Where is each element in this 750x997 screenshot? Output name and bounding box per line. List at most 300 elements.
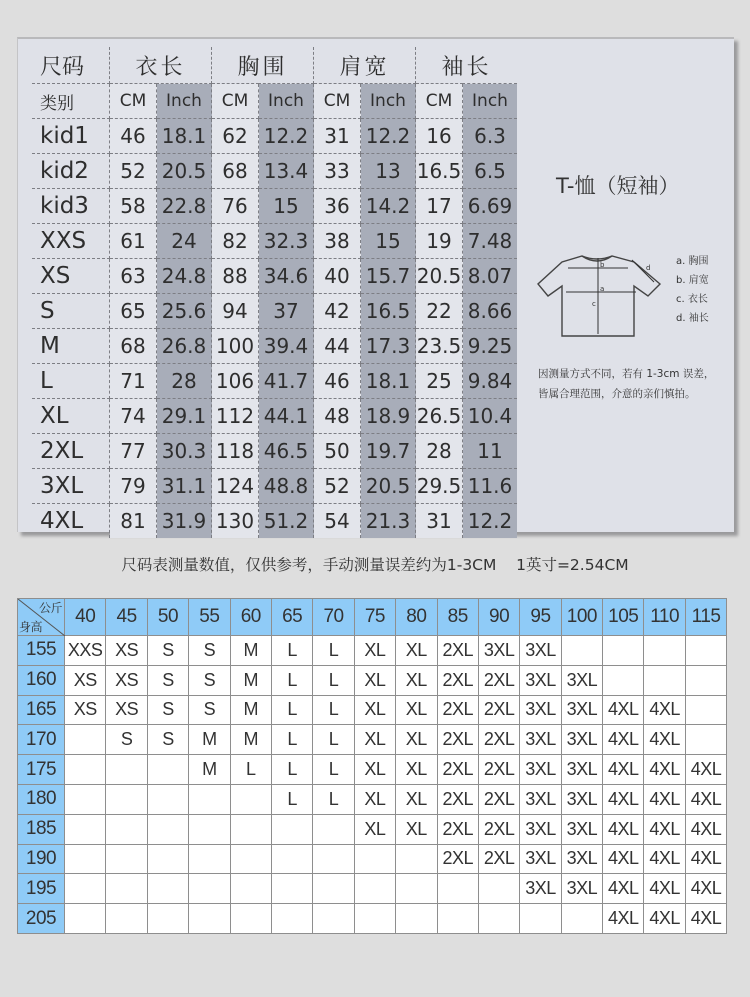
fit-size-cell bbox=[65, 844, 106, 874]
fit-size-cell: L bbox=[313, 755, 354, 785]
fit-size-cell: 4XL bbox=[685, 874, 726, 904]
fit-size-cell bbox=[271, 874, 312, 904]
fit-size-cell: XL bbox=[396, 725, 437, 755]
measurement-cell: 79 bbox=[110, 469, 157, 504]
fit-size-cell: M bbox=[230, 665, 271, 695]
size-row bbox=[32, 399, 517, 434]
fit-size-cell: XL bbox=[396, 636, 437, 666]
measurement-cell: 38 bbox=[314, 224, 361, 259]
unit-header: Inch bbox=[463, 84, 518, 119]
size-row bbox=[32, 154, 517, 189]
height-row bbox=[18, 755, 727, 785]
fit-size-cell bbox=[106, 814, 147, 844]
measurement-cell: 16.5 bbox=[416, 154, 463, 189]
fit-size-cell: 3XL bbox=[520, 755, 561, 785]
measurement-cell: 106 bbox=[212, 364, 259, 399]
height-label: 180 bbox=[18, 784, 65, 814]
fit-size-cell bbox=[478, 874, 519, 904]
fit-size-cell: 3XL bbox=[561, 755, 602, 785]
measurement-cell: 15 bbox=[361, 224, 416, 259]
measurement-cell: 112 bbox=[212, 399, 259, 434]
measurement-cell: 44 bbox=[314, 329, 361, 364]
measurement-cell: 40 bbox=[314, 259, 361, 294]
fit-size-cell: 3XL bbox=[520, 665, 561, 695]
measurement-cell: 12.2 bbox=[259, 119, 314, 154]
measurement-cell: 52 bbox=[110, 154, 157, 189]
size-header-label: 尺码 bbox=[32, 47, 110, 84]
fit-size-cell: XL bbox=[354, 814, 395, 844]
fit-size-cell bbox=[685, 695, 726, 725]
weight-header-cell: 110 bbox=[644, 599, 685, 636]
fit-size-cell: XS bbox=[106, 665, 147, 695]
fit-size-cell bbox=[644, 665, 685, 695]
height-row bbox=[18, 814, 727, 844]
height-row bbox=[18, 636, 727, 666]
fit-size-cell: 3XL bbox=[520, 844, 561, 874]
fit-size-cell: 3XL bbox=[561, 725, 602, 755]
measurement-cell: 12.2 bbox=[463, 504, 518, 539]
measurement-cell: 19 bbox=[416, 224, 463, 259]
garment-title: T-恤（短袖） bbox=[556, 174, 680, 198]
fit-size-cell bbox=[603, 665, 644, 695]
measurement-cell: 29.5 bbox=[416, 469, 463, 504]
measurement-note bbox=[538, 364, 714, 404]
fit-size-cell: XS bbox=[106, 695, 147, 725]
measurement-cell: 9.25 bbox=[463, 329, 518, 364]
measurement-cell: 94 bbox=[212, 294, 259, 329]
measurement-cell: 48 bbox=[314, 399, 361, 434]
unit-header: CM bbox=[314, 84, 361, 119]
fit-size-cell bbox=[106, 784, 147, 814]
measurement-cell: 52 bbox=[314, 469, 361, 504]
measurement-cell: 20.5 bbox=[416, 259, 463, 294]
fit-size-cell: M bbox=[230, 695, 271, 725]
measurement-cell: 29.1 bbox=[157, 399, 212, 434]
fit-size-cell bbox=[437, 874, 478, 904]
fit-size-cell: 2XL bbox=[478, 814, 519, 844]
fit-size-cell: XS bbox=[65, 695, 106, 725]
fit-size-cell bbox=[189, 844, 230, 874]
measurement-cell: 24.8 bbox=[157, 259, 212, 294]
fit-size-cell: 2XL bbox=[437, 636, 478, 666]
fit-size-cell: XS bbox=[106, 636, 147, 666]
fit-size-cell: XS bbox=[65, 665, 106, 695]
measurement-cell: 23.5 bbox=[416, 329, 463, 364]
weight-header-cell: 95 bbox=[520, 599, 561, 636]
fit-size-cell bbox=[685, 725, 726, 755]
fit-size-cell bbox=[230, 904, 271, 934]
fit-size-cell: 4XL bbox=[644, 844, 685, 874]
measurement-cell: 74 bbox=[110, 399, 157, 434]
fit-size-cell: 4XL bbox=[603, 755, 644, 785]
fit-size-cell: XXS bbox=[65, 636, 106, 666]
group-header-shoulder: 肩宽 bbox=[314, 47, 416, 84]
measurement-cell: 88 bbox=[212, 259, 259, 294]
weight-header-cell: 50 bbox=[147, 599, 188, 636]
weight-header-cell: 100 bbox=[561, 599, 602, 636]
measurement-cell: 62 bbox=[212, 119, 259, 154]
fit-size-cell: L bbox=[313, 665, 354, 695]
fit-size-cell bbox=[189, 874, 230, 904]
height-row bbox=[18, 725, 727, 755]
measurement-cell: 6.3 bbox=[463, 119, 518, 154]
fit-size-cell bbox=[65, 814, 106, 844]
size-label: L bbox=[32, 364, 110, 399]
size-label: kid3 bbox=[32, 189, 110, 224]
measurement-cell: 22.8 bbox=[157, 189, 212, 224]
fit-size-cell: S bbox=[106, 725, 147, 755]
height-row bbox=[18, 844, 727, 874]
size-label: S bbox=[32, 294, 110, 329]
fit-size-cell: 2XL bbox=[478, 784, 519, 814]
fit-size-cell: 4XL bbox=[644, 874, 685, 904]
measurement-cell: 16 bbox=[416, 119, 463, 154]
fit-size-cell: 3XL bbox=[561, 784, 602, 814]
size-row bbox=[32, 469, 517, 504]
fit-size-cell: XL bbox=[396, 665, 437, 695]
fit-size-cell: S bbox=[189, 695, 230, 725]
measurement-cell: 54 bbox=[314, 504, 361, 539]
size-row bbox=[32, 259, 517, 294]
size-row bbox=[32, 224, 517, 259]
height-label: 195 bbox=[18, 874, 65, 904]
weight-header-cell: 85 bbox=[437, 599, 478, 636]
fit-size-cell: XL bbox=[354, 695, 395, 725]
fit-size-cell: 4XL bbox=[685, 814, 726, 844]
fit-size-cell: XL bbox=[396, 695, 437, 725]
fit-size-cell bbox=[189, 784, 230, 814]
measurement-cell: 39.4 bbox=[259, 329, 314, 364]
size-label: 4XL bbox=[32, 504, 110, 539]
fit-size-cell bbox=[644, 636, 685, 666]
size-row bbox=[32, 504, 517, 539]
fit-size-cell: L bbox=[313, 725, 354, 755]
unit-header: Inch bbox=[259, 84, 314, 119]
weight-header-cell: 40 bbox=[65, 599, 106, 636]
measurement-cell: 31 bbox=[416, 504, 463, 539]
measurement-cell: 100 bbox=[212, 329, 259, 364]
fit-size-cell bbox=[230, 784, 271, 814]
fit-size-cell: 3XL bbox=[561, 695, 602, 725]
fit-size-cell: L bbox=[271, 725, 312, 755]
measurement-cell: 76 bbox=[212, 189, 259, 224]
fit-size-cell: 3XL bbox=[520, 636, 561, 666]
weight-header-cell: 60 bbox=[230, 599, 271, 636]
measurement-cell: 6.69 bbox=[463, 189, 518, 224]
fit-size-cell bbox=[230, 874, 271, 904]
fit-size-cell: L bbox=[230, 755, 271, 785]
measurement-cell: 28 bbox=[157, 364, 212, 399]
fit-size-cell: M bbox=[230, 636, 271, 666]
fit-size-cell: 3XL bbox=[478, 636, 519, 666]
fit-size-cell bbox=[147, 844, 188, 874]
measurement-cell: 51.2 bbox=[259, 504, 314, 539]
fit-size-cell: M bbox=[189, 755, 230, 785]
measurement-cell: 26.8 bbox=[157, 329, 212, 364]
unit-header: Inch bbox=[361, 84, 416, 119]
fit-size-cell bbox=[65, 874, 106, 904]
fit-size-cell bbox=[437, 904, 478, 934]
fit-size-cell: S bbox=[189, 665, 230, 695]
fit-size-cell: 2XL bbox=[478, 725, 519, 755]
fit-size-cell: L bbox=[313, 636, 354, 666]
height-label: 185 bbox=[18, 814, 65, 844]
unit-header: CM bbox=[416, 84, 463, 119]
fit-size-cell: S bbox=[147, 725, 188, 755]
fit-size-cell: M bbox=[189, 725, 230, 755]
unit-header: CM bbox=[212, 84, 259, 119]
measurement-cell: 118 bbox=[212, 434, 259, 469]
fit-size-cell: XL bbox=[354, 665, 395, 695]
fit-size-cell: L bbox=[271, 784, 312, 814]
fit-size-cell: 3XL bbox=[520, 874, 561, 904]
category-header-label: 类别 bbox=[32, 84, 110, 119]
fit-size-cell: 4XL bbox=[603, 814, 644, 844]
measurement-cell: 19.7 bbox=[361, 434, 416, 469]
fit-size-cell: 4XL bbox=[603, 844, 644, 874]
corner-header-cell bbox=[18, 599, 65, 636]
fit-size-cell bbox=[106, 874, 147, 904]
height-label: 170 bbox=[18, 725, 65, 755]
size-label: 2XL bbox=[32, 434, 110, 469]
fit-size-cell bbox=[313, 814, 354, 844]
fit-size-cell: 4XL bbox=[603, 695, 644, 725]
measurement-cell: 18.1 bbox=[157, 119, 212, 154]
size-label: XS bbox=[32, 259, 110, 294]
fit-size-cell bbox=[106, 904, 147, 934]
height-axis-label: 身高 bbox=[19, 620, 43, 634]
height-label: 190 bbox=[18, 844, 65, 874]
measurement-cell: 33 bbox=[314, 154, 361, 189]
height-label: 155 bbox=[18, 636, 65, 666]
fit-size-cell: 4XL bbox=[685, 755, 726, 785]
measurement-cell: 71 bbox=[110, 364, 157, 399]
size-label: XXS bbox=[32, 224, 110, 259]
fit-size-cell: 4XL bbox=[603, 904, 644, 934]
note-line: 皆属合理范围，介意的亲们慎拍。 bbox=[538, 388, 696, 400]
fit-size-cell: S bbox=[147, 665, 188, 695]
measurement-cell: 41.7 bbox=[259, 364, 314, 399]
fit-size-cell: S bbox=[147, 695, 188, 725]
measurement-cell: 36 bbox=[314, 189, 361, 224]
measurement-cell: 13.4 bbox=[259, 154, 314, 189]
weight-header-cell: 75 bbox=[354, 599, 395, 636]
fit-size-cell bbox=[313, 844, 354, 874]
measurement-cell: 44.1 bbox=[259, 399, 314, 434]
measurement-cell: 63 bbox=[110, 259, 157, 294]
measurement-cell: 58 bbox=[110, 189, 157, 224]
fit-size-cell: 3XL bbox=[561, 844, 602, 874]
fit-size-cell bbox=[313, 874, 354, 904]
fit-size-cell bbox=[685, 665, 726, 695]
fit-size-cell: L bbox=[271, 695, 312, 725]
fit-size-cell: 3XL bbox=[520, 695, 561, 725]
unit-header: CM bbox=[110, 84, 157, 119]
fit-size-cell: 3XL bbox=[520, 814, 561, 844]
weight-header-cell: 80 bbox=[396, 599, 437, 636]
measurement-cell: 20.5 bbox=[361, 469, 416, 504]
fit-size-cell bbox=[685, 636, 726, 666]
fit-size-cell bbox=[147, 814, 188, 844]
weight-header-cell: 115 bbox=[685, 599, 726, 636]
measurement-cell: 8.07 bbox=[463, 259, 518, 294]
fit-size-cell: 3XL bbox=[561, 874, 602, 904]
measurement-cell: 31 bbox=[314, 119, 361, 154]
measurement-cell: 42 bbox=[314, 294, 361, 329]
fit-size-cell: 2XL bbox=[478, 844, 519, 874]
measurement-cell: 20.5 bbox=[157, 154, 212, 189]
weight-header-row bbox=[18, 599, 727, 636]
measurement-cell: 13 bbox=[361, 154, 416, 189]
fit-size-cell bbox=[230, 814, 271, 844]
fit-size-cell: 4XL bbox=[603, 874, 644, 904]
fit-size-cell: L bbox=[271, 755, 312, 785]
fit-size-cell: 2XL bbox=[478, 665, 519, 695]
fit-size-cell: M bbox=[230, 725, 271, 755]
size-row bbox=[32, 294, 517, 329]
measurement-cell: 16.5 bbox=[361, 294, 416, 329]
measurement-cell: 17 bbox=[416, 189, 463, 224]
fit-size-cell bbox=[396, 904, 437, 934]
measurement-cell: 31.9 bbox=[157, 504, 212, 539]
size-row bbox=[32, 329, 517, 364]
fit-size-cell: 2XL bbox=[478, 755, 519, 785]
measurement-legend bbox=[676, 252, 709, 328]
fit-size-cell: 2XL bbox=[437, 814, 478, 844]
measurement-cell: 46 bbox=[110, 119, 157, 154]
measurement-cell: 10.4 bbox=[463, 399, 518, 434]
fit-size-cell: 4XL bbox=[644, 904, 685, 934]
fit-size-cell: 4XL bbox=[685, 904, 726, 934]
measurement-cell: 15 bbox=[259, 189, 314, 224]
fit-size-cell: 4XL bbox=[644, 725, 685, 755]
measurement-cell: 34.6 bbox=[259, 259, 314, 294]
fit-size-cell: 4XL bbox=[644, 755, 685, 785]
fit-size-cell bbox=[271, 904, 312, 934]
fit-size-cell bbox=[65, 904, 106, 934]
size-label: XL bbox=[32, 399, 110, 434]
fit-size-cell bbox=[354, 904, 395, 934]
size-row bbox=[32, 189, 517, 224]
fit-size-cell: 4XL bbox=[603, 725, 644, 755]
fit-size-cell bbox=[603, 636, 644, 666]
measurement-cell: 81 bbox=[110, 504, 157, 539]
fit-size-cell: 3XL bbox=[561, 814, 602, 844]
weight-header-cell: 105 bbox=[603, 599, 644, 636]
weight-header-cell: 90 bbox=[478, 599, 519, 636]
measurement-cell: 30.3 bbox=[157, 434, 212, 469]
fit-size-cell: 2XL bbox=[478, 695, 519, 725]
fit-size-cell: 4XL bbox=[644, 695, 685, 725]
fit-size-cell: XL bbox=[354, 725, 395, 755]
fit-size-cell bbox=[230, 844, 271, 874]
measurement-cell: 9.84 bbox=[463, 364, 518, 399]
measurement-cell: 11.6 bbox=[463, 469, 518, 504]
fit-size-cell: 2XL bbox=[437, 784, 478, 814]
measurement-cell: 22 bbox=[416, 294, 463, 329]
fit-size-cell: L bbox=[313, 695, 354, 725]
fit-size-cell bbox=[147, 874, 188, 904]
unit-header: Inch bbox=[157, 84, 212, 119]
fit-size-cell bbox=[65, 755, 106, 785]
fit-size-cell: XL bbox=[354, 755, 395, 785]
fit-size-cell: S bbox=[147, 636, 188, 666]
weight-header-cell: 65 bbox=[271, 599, 312, 636]
height-row bbox=[18, 784, 727, 814]
measurement-cell: 12.2 bbox=[361, 119, 416, 154]
fit-size-cell bbox=[520, 904, 561, 934]
fit-size-cell bbox=[561, 636, 602, 666]
weight-height-fit-table bbox=[17, 598, 727, 934]
note-line: 因测量方式不同，若有 1-3cm 误差， bbox=[538, 368, 715, 380]
legend-item: d. 袖长 bbox=[676, 313, 709, 324]
height-label: 165 bbox=[18, 695, 65, 725]
fit-size-cell bbox=[271, 814, 312, 844]
fit-size-cell bbox=[396, 844, 437, 874]
fit-size-cell bbox=[354, 844, 395, 874]
table-header-row-units bbox=[32, 84, 517, 119]
measurement-cell: 68 bbox=[110, 329, 157, 364]
fit-size-cell bbox=[396, 874, 437, 904]
fit-size-cell bbox=[313, 904, 354, 934]
measurement-cell: 31.1 bbox=[157, 469, 212, 504]
measurement-cell: 32.3 bbox=[259, 224, 314, 259]
size-label: 3XL bbox=[32, 469, 110, 504]
svg-text:d: d bbox=[646, 264, 651, 272]
fit-size-cell: L bbox=[313, 784, 354, 814]
fit-size-cell: S bbox=[189, 636, 230, 666]
fit-size-cell: 2XL bbox=[437, 844, 478, 874]
fit-size-cell bbox=[354, 874, 395, 904]
measurement-cell: 15.7 bbox=[361, 259, 416, 294]
measurement-cell: 77 bbox=[110, 434, 157, 469]
height-row bbox=[18, 665, 727, 695]
measurement-cell: 37 bbox=[259, 294, 314, 329]
fit-size-cell: XL bbox=[354, 636, 395, 666]
fit-size-cell: XL bbox=[354, 784, 395, 814]
fit-size-cell bbox=[478, 904, 519, 934]
size-label: M bbox=[32, 329, 110, 364]
height-row bbox=[18, 874, 727, 904]
height-label: 160 bbox=[18, 665, 65, 695]
measurement-cell: 48.8 bbox=[259, 469, 314, 504]
fit-size-cell bbox=[65, 784, 106, 814]
size-row bbox=[32, 119, 517, 154]
fit-size-cell: 2XL bbox=[437, 725, 478, 755]
fit-size-cell: L bbox=[271, 665, 312, 695]
legend-item: a. 胸围 bbox=[676, 256, 709, 267]
fit-size-cell bbox=[147, 784, 188, 814]
fit-size-cell: 4XL bbox=[685, 784, 726, 814]
group-header-sleeve: 袖长 bbox=[416, 47, 518, 84]
measurement-cell: 26.5 bbox=[416, 399, 463, 434]
measurement-cell: 82 bbox=[212, 224, 259, 259]
measurement-cell: 46 bbox=[314, 364, 361, 399]
fit-size-cell: XL bbox=[396, 814, 437, 844]
legend-item: b. 肩宽 bbox=[676, 275, 709, 286]
measurement-cell: 25.6 bbox=[157, 294, 212, 329]
fit-size-cell bbox=[147, 904, 188, 934]
measurement-cell: 25 bbox=[416, 364, 463, 399]
fit-size-cell bbox=[106, 755, 147, 785]
fit-size-cell: 3XL bbox=[561, 665, 602, 695]
fit-size-cell bbox=[561, 904, 602, 934]
svg-text:b: b bbox=[600, 261, 605, 269]
measurement-cell: 17.3 bbox=[361, 329, 416, 364]
measurement-cell: 50 bbox=[314, 434, 361, 469]
measurement-cell: 24 bbox=[157, 224, 212, 259]
measurement-cell: 46.5 bbox=[259, 434, 314, 469]
